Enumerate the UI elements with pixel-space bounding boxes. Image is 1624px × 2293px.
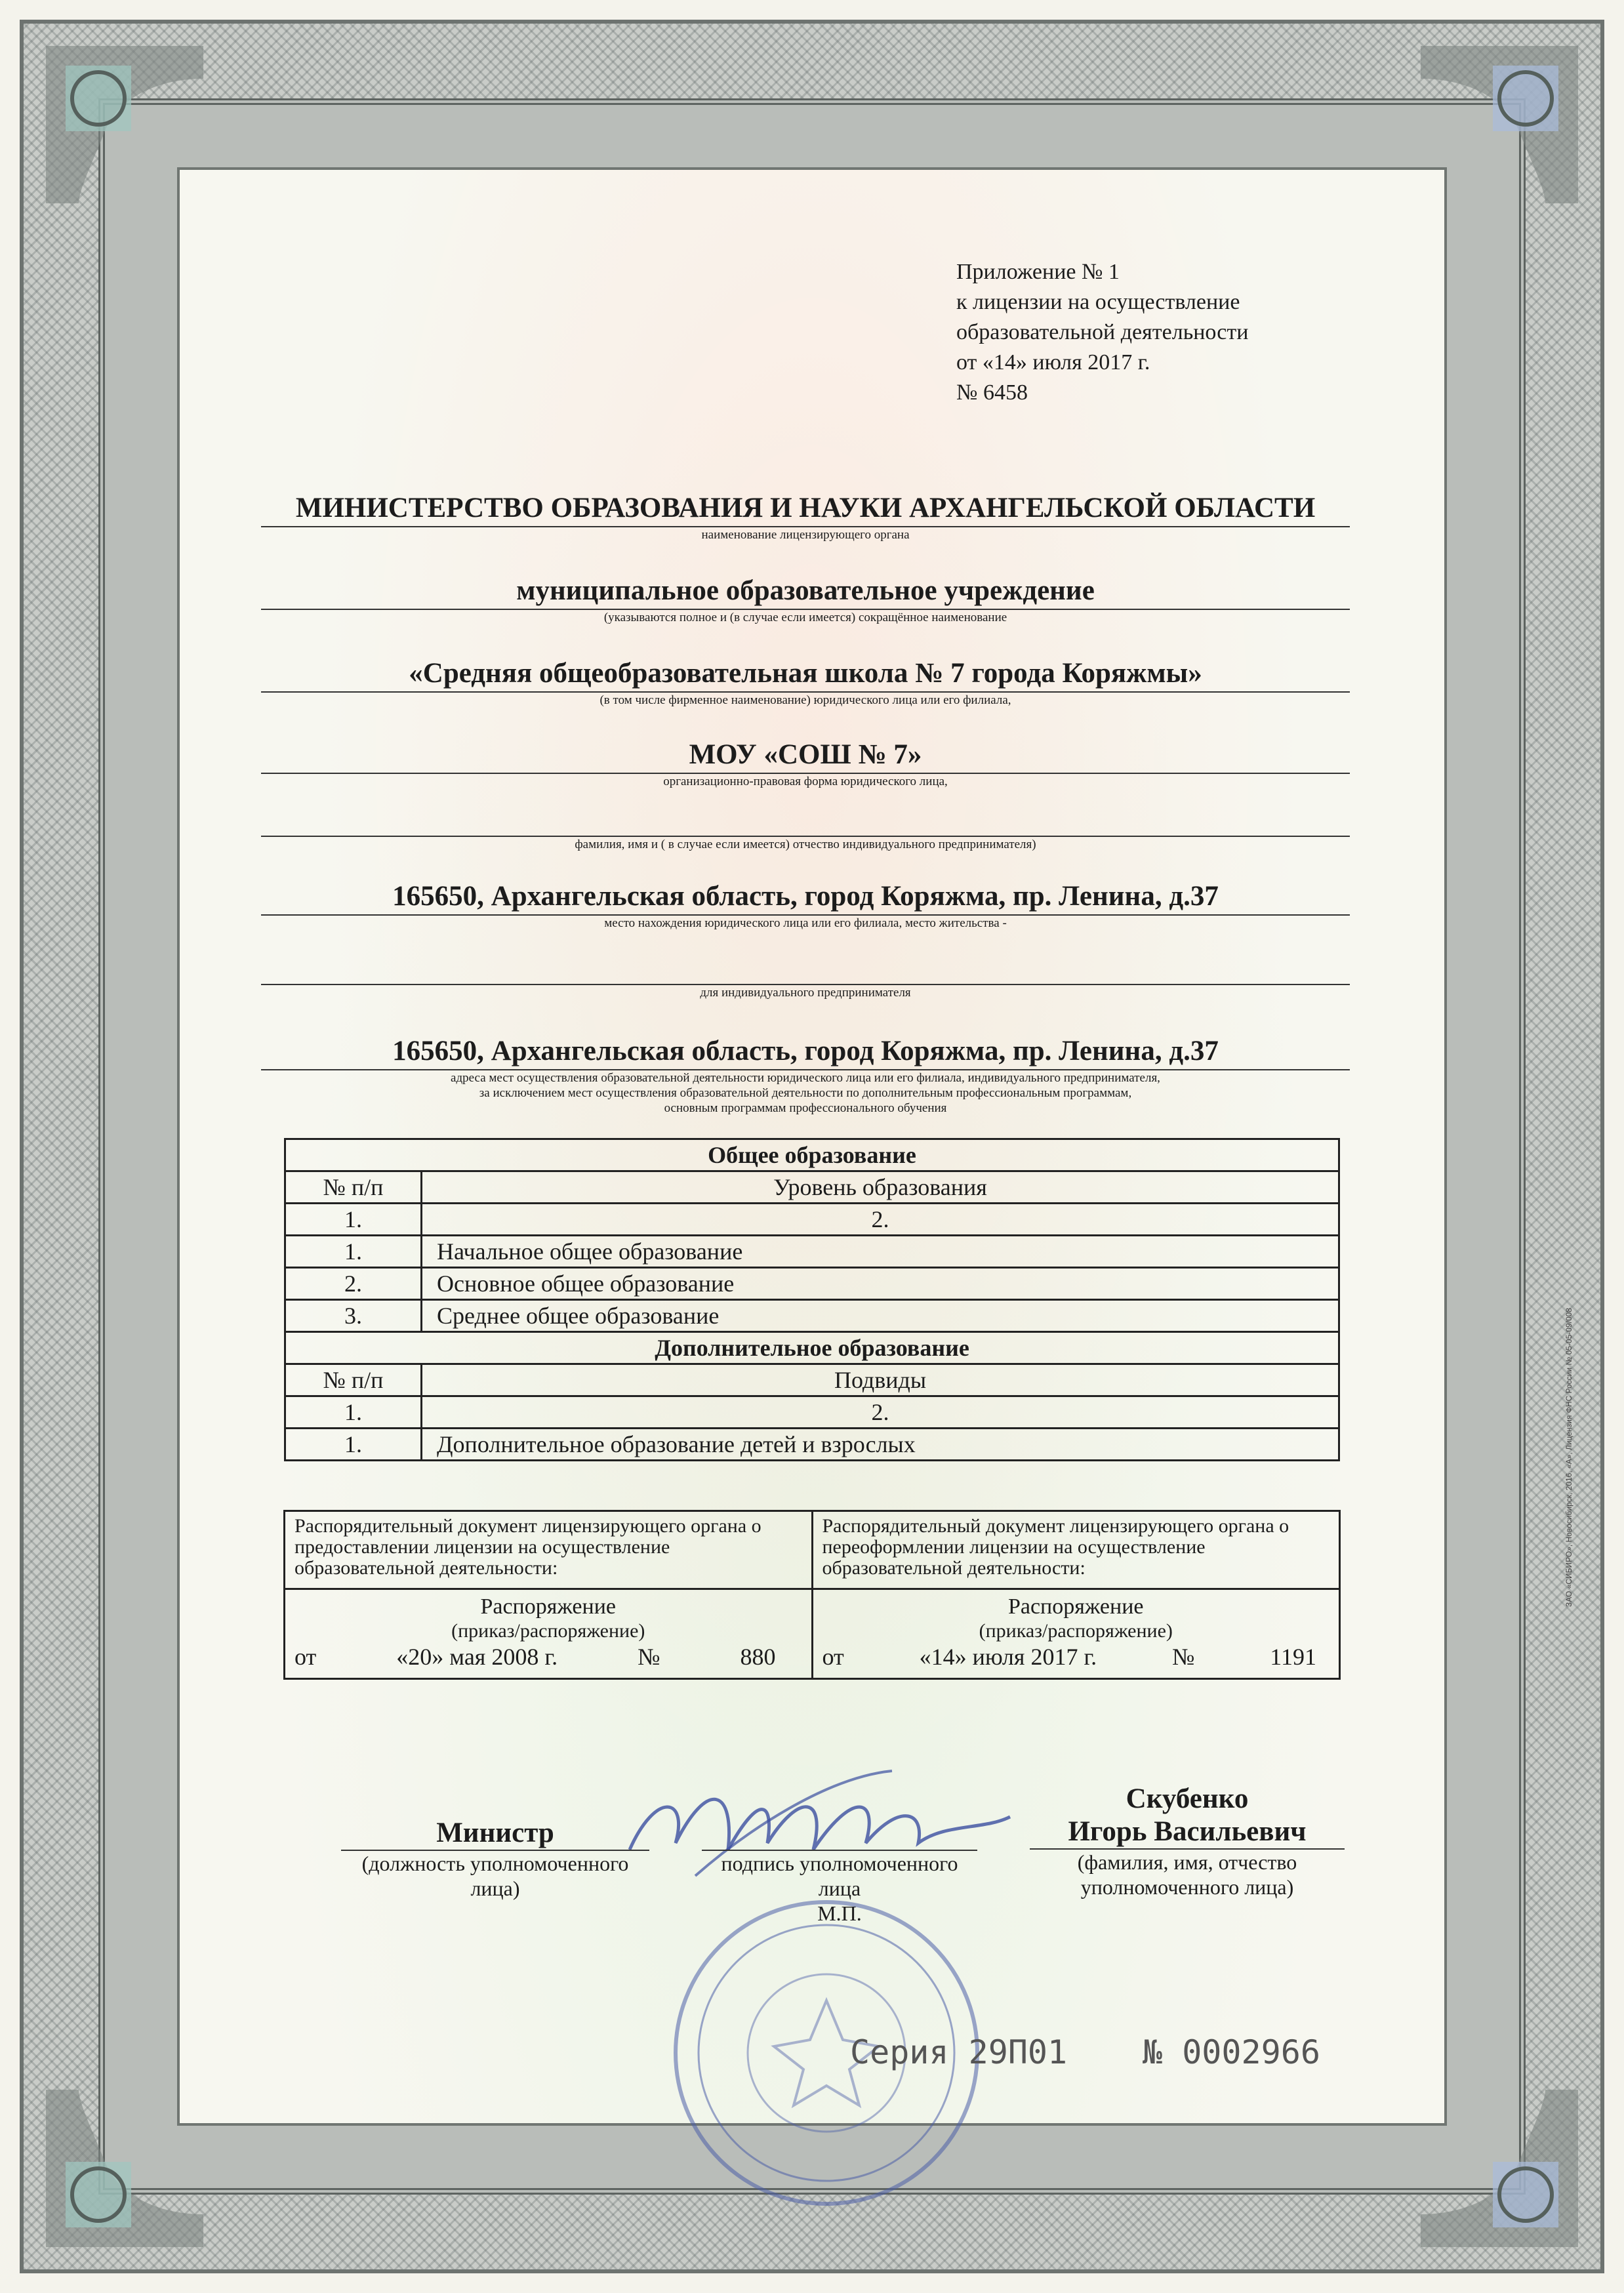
position-caption: (должность уполномоченного лица) (361, 1852, 629, 1900)
official-given-name: Игорь Васильевич (1030, 1816, 1345, 1850)
column-index: 1. (285, 1396, 422, 1429)
table-row (285, 1429, 1339, 1461)
order-kind: Распоряжение (480, 1594, 617, 1619)
row-number: 2. (285, 1268, 422, 1300)
authority-name: МИНИСТЕРСТВО ОБРАЗОВАНИЯ И НАУКИ АРХАНГЕЛЬСКОЙ ОБЛАСТИ (261, 491, 1350, 527)
org-type-field (261, 573, 1350, 625)
column-header: Уровень образования (422, 1171, 1339, 1204)
appendix-header (956, 257, 1350, 408)
field-caption: адреса мест осуществления образовательной деятельности юридического лица или его филиала, индивидуального предпринимателя, (451, 1071, 1160, 1085)
official-surname: Скубенко (1126, 1783, 1249, 1814)
column-header: № п/п (285, 1171, 422, 1204)
field-caption: наименование лицензирующего органа (701, 528, 910, 542)
section-title: Дополнительное образование (285, 1332, 1339, 1364)
field-caption: организационно-правовая форма юридического лица, (663, 775, 948, 788)
official-name-block (1030, 1783, 1345, 1899)
table-row (285, 1300, 1339, 1332)
section-title: Общее образование (285, 1139, 1339, 1171)
authority-field (261, 491, 1350, 542)
individual-field (261, 800, 1350, 852)
official-position: Министр (341, 1817, 649, 1851)
table-row (285, 1236, 1339, 1268)
appendix-line: № 6458 (956, 380, 1028, 405)
signature-caption: подпись уполномоченного лица (721, 1852, 958, 1900)
date-prefix: от (294, 1644, 317, 1670)
appendix-line: от «14» июля 2017 г. (956, 350, 1150, 375)
individual-name (261, 800, 1350, 837)
date-prefix: от (822, 1644, 844, 1670)
residence-address (261, 948, 1350, 985)
field-caption: фамилия, имя и ( в случае если имеется) отчество индивидуального предпринимателя) (575, 838, 1036, 851)
short-name-field (261, 737, 1350, 789)
short-name: МОУ «СОШ № 7» (261, 737, 1350, 774)
order-details (812, 1589, 1340, 1679)
org-type: муниципальное образовательное учреждение (261, 573, 1350, 610)
education-level: Основное общее образование (422, 1268, 1339, 1300)
form-series: Серия 29П01 (850, 2033, 1068, 2071)
education-subtype: Дополнительное образование детей и взрослых (422, 1429, 1339, 1461)
table-row (285, 1268, 1339, 1300)
location-address: 165650, Архангельская область, город Коряжма, пр. Ленина, д.37 (261, 879, 1350, 916)
column-header: Подвиды (422, 1364, 1339, 1396)
education-level: Начальное общее образование (422, 1236, 1339, 1268)
field-caption: за исключением мест осуществления образовательной деятельности по дополнительным профессиональным программам, (479, 1086, 1132, 1100)
order-label: Распорядительный документ лицензирующего органа о предоставлении лицензии на осуществление образовательной деятельности: (285, 1511, 813, 1589)
form-number: № 0002966 (1143, 2033, 1320, 2071)
field-caption: (в том числе фирменное наименование) юридического лица или его филиала, (599, 693, 1011, 707)
order-details (285, 1589, 813, 1679)
activity-address-field (261, 1034, 1350, 1116)
row-number: 1. (285, 1429, 422, 1461)
printer-imprint: ЗАО «СИБИРО», Новосибирск, 2016, «А», Лицензия ФНС России № 05-05-09/008 (1564, 1308, 1573, 1607)
order-date: «20» мая 2008 г. (396, 1644, 558, 1670)
order-label: Распорядительный документ лицензирующего органа о переоформлении лицензии на осуществление образовательной деятельности: (812, 1511, 1340, 1589)
field-caption: (указываются полное и (в случае если имеется) сокращённое наименование (603, 611, 1007, 624)
appendix-line: Приложение № 1 (956, 260, 1120, 284)
order-kind: Распоряжение (1007, 1594, 1144, 1619)
row-number: 3. (285, 1300, 422, 1332)
order-kind-caption: (приказ/распоряжение) (979, 1620, 1173, 1642)
row-number: 1. (285, 1236, 422, 1268)
order-date: «14» июля 2017 г. (919, 1644, 1097, 1670)
order-number: 880 (740, 1644, 776, 1670)
field-caption: место нахождения юридического лица или его филиала, место жительства - (604, 916, 1007, 930)
column-index: 2. (422, 1204, 1339, 1236)
location-field (261, 879, 1350, 931)
signature-block (702, 1850, 977, 1926)
activity-address: 165650, Архангельская область, город Коряжма, пр. Ленина, д.37 (261, 1034, 1350, 1070)
position-block (341, 1817, 649, 1901)
field-caption: для индивидуального предпринимателя (700, 986, 911, 1000)
order-number: 1191 (1270, 1644, 1316, 1670)
order-kind-caption: (приказ/распоряжение) (451, 1620, 645, 1642)
column-header: № п/п (285, 1364, 422, 1396)
appendix-line: образовательной деятельности (956, 320, 1249, 344)
org-name: «Средняя общеобразовательная школа № 7 города Коряжмы» (261, 656, 1350, 693)
name-caption: (фамилия, имя, отчество уполномоченного лица) (1077, 1850, 1297, 1899)
seal-mark: М.П. (817, 1901, 862, 1925)
field-caption: основным программам профессионального обучения (664, 1101, 947, 1115)
org-name-field (261, 656, 1350, 708)
residence-field (261, 948, 1350, 1000)
orders-table (283, 1510, 1341, 1680)
education-table (284, 1138, 1340, 1461)
number-sign: № (1172, 1644, 1195, 1670)
appendix-line: к лицензии на осуществление (956, 290, 1240, 314)
number-sign: № (638, 1644, 660, 1670)
column-index: 1. (285, 1204, 422, 1236)
column-index: 2. (422, 1396, 1339, 1429)
education-level: Среднее общее образование (422, 1300, 1339, 1332)
